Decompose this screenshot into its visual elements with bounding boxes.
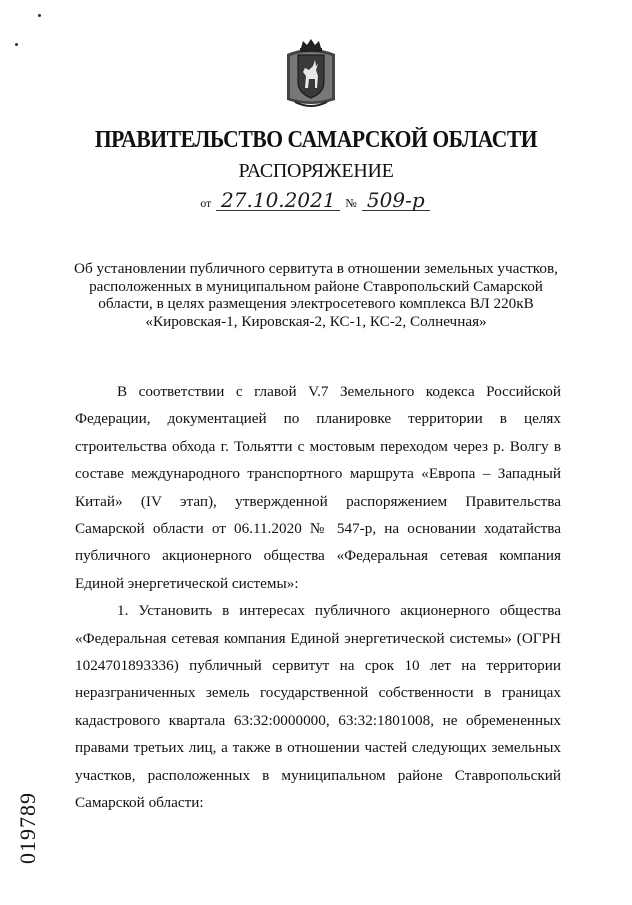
scan-speck bbox=[38, 14, 41, 17]
body-paragraph: В соответствии с главой V.7 Земельного кодекса Российской Федерации, документацией по планировке территории в целях строительства обхода г. Тольятти с мостовым переходом через р. Волгу в составе международного транспортного маршрута «Европа – Западный Китай» (IV этап), утвержденной распоряжением Правительства Самарской области от 06.11.2020 № 547-р, на основании ходатайства публичного акционерного общества «Федеральная сетевая компания Единой энергетической системы»: bbox=[75, 383, 561, 592]
document-subject: Об установлении публичного сервитута в отношении земельных участков, расположенных в муниципальном районе Ставропольский Самарской области, в целях размещения электросетевого комплекса ВЛ 220кВ «Кировская-1, Кировская-2, КС-1, КС-2, Солнечная» bbox=[74, 260, 558, 330]
handwritten-number: 509-р bbox=[362, 190, 430, 211]
scan-speck bbox=[15, 43, 18, 46]
samara-coat-of-arms-icon bbox=[283, 38, 339, 110]
document-type: РАСПОРЯЖЕНИЕ bbox=[238, 160, 394, 182]
document-body bbox=[75, 378, 561, 817]
body-paragraph: 1. Установить в интересах публичного акционерного общества «Федеральная сетевая компания Единой энергетической системы» (ОГРН 1024701893336) публичный сервитут на срок 10 лет на территории неразграниченных земель государственной собственности в границах кадастрового квартала 63:32:0000000, 63:32:1801008, не обремененных правами третьих лиц, а также в отношении частей следующих земельных участков, расположенных в муниципальном районе Ставропольский Самарской области: bbox=[75, 602, 561, 812]
handwritten-date: 27.10.2021 bbox=[216, 190, 340, 211]
date-prefix: от bbox=[200, 196, 212, 210]
number-prefix: № bbox=[345, 196, 357, 210]
government-title: ПРАВИТЕЛЬСТВО САМАРСКОЙ ОБЛАСТИ bbox=[94, 127, 538, 153]
side-serial-number: 019789 bbox=[15, 792, 40, 864]
date-number-line bbox=[0, 190, 632, 211]
